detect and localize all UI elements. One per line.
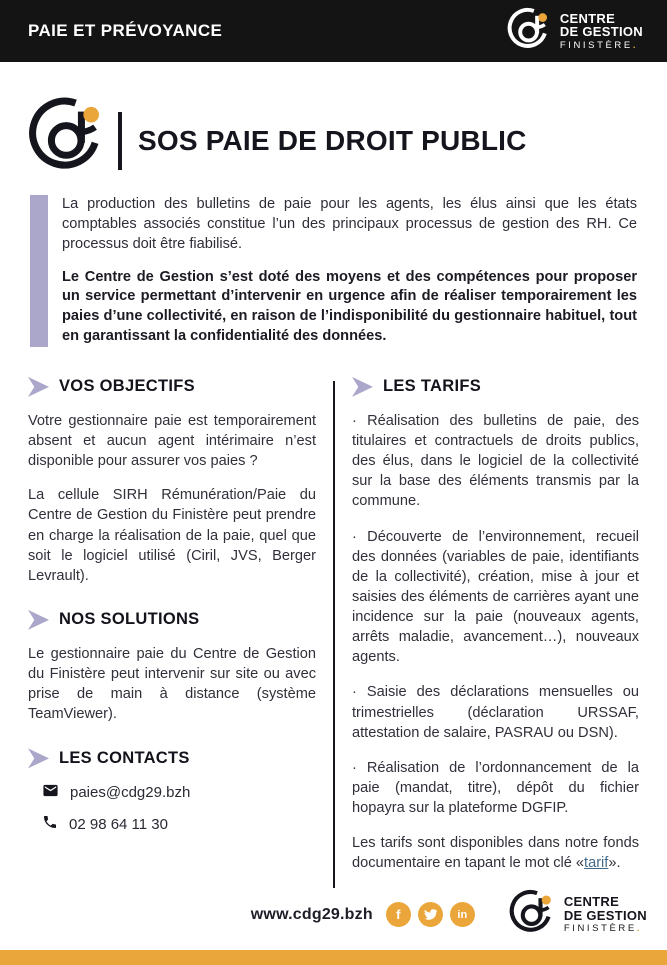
cdg-logo-wordmark: CENTRE DE GESTION FINISTÈRE. (559, 10, 643, 51)
tarifs-bullet-2: · Découverte de l’environnement, recueil des données (variables de paie, identifiants de la collectivité), création, mise à jour et saisies des éléments de carrières ayant une incidence sur la paie (nouveaux agents, arrêts maladie, avancement…), nouveaux agents. (352, 528, 639, 666)
section-tarifs-heading: LES TARIFS (352, 377, 639, 397)
linkedin-icon[interactable]: in (450, 902, 475, 927)
contact-email-link[interactable]: paies@cdg29.bzh (70, 784, 191, 802)
section-objectifs-heading: VOS OBJECTIFS (28, 377, 316, 397)
twitter-icon[interactable] (418, 902, 443, 927)
contact-email-row (42, 782, 316, 803)
content-columns (28, 377, 639, 889)
section-contacts-heading: LES CONTACTS (28, 748, 316, 768)
objectifs-paragraph-1: Votre gestionnaire paie est temporairement absent et aucun agent intérimaire n’est disponible pour assurer vos paies ? (28, 412, 316, 470)
contacts-list (42, 782, 316, 834)
tarifs-bullet-3: · Saisie des déclarations mensuelles ou trimestrielles (déclaration URSSAF, attestation de salaire, PASRAU ou DSN). (352, 684, 639, 741)
solutions-paragraph: Le gestionnaire paie du Centre de Gestion du Finistère peut intervenir sur site ou avec prise de main à distance (système TeamViewer). (28, 645, 316, 723)
social-icons (386, 902, 475, 927)
contact-phone-row (42, 814, 316, 834)
facebook-icon[interactable]: f (386, 902, 411, 927)
cdg-logo-mark-icon (509, 889, 555, 940)
website-link[interactable]: www.cdg29.bzh (250, 905, 373, 923)
column-divider (333, 381, 335, 889)
cdg-logo-wordmark: CENTRE DE GESTION FINISTÈRE. (563, 894, 647, 935)
title-divider (118, 112, 122, 170)
left-column (28, 377, 316, 889)
cdg-logo-mark-icon (507, 7, 551, 56)
page-title: SOS PAIE DE DROIT PUBLIC (138, 124, 527, 156)
section-solutions-heading: NOS SOLUTIONS (28, 610, 316, 630)
intro-paragraph-2: Le Centre de Gestion s’est doté des moyens et des compétences pour proposer un service permettant d’intervenir en urgence afin de réaliser temporairement les paies d’une collectivité, en raison de l’indisponibilité du gestionnaire habituel, tout en garantissant la confidentialité des données. (62, 268, 637, 345)
objectifs-paragraph-2: La cellule SIRH Rémunération/Paie du Centre de Gestion du Finistère peut prendre en charge la réalisation de la paie, quel que soit le logiciel utilisé (Ciril, JVS, Berger Levrault). (28, 487, 316, 584)
intro-paragraph-1: La production des bulletins de paie pour les agents, les élus ainsi que les états comptables associés constitue l’un des principaux processus de gestion des RH. Ce processus doit être fiabilisé. (62, 196, 637, 252)
document-title-block (28, 96, 639, 179)
footer (0, 889, 667, 950)
intro-accent-bar (30, 195, 48, 347)
bottom-accent-strip (0, 950, 667, 965)
right-column (352, 377, 639, 889)
chevron-arrow-icon (28, 377, 49, 397)
page-category-title: PAIE ET PRÉVOYANCE (28, 21, 223, 40)
contact-phone-number[interactable]: 02 98 64 11 30 (69, 815, 168, 833)
chevron-arrow-icon (352, 377, 373, 397)
cdg-header-logo (507, 7, 643, 56)
phone-icon (42, 814, 58, 834)
intro-block (30, 195, 637, 347)
brand-orange-dot: . (632, 39, 639, 51)
tarif-link[interactable]: tarif (584, 855, 609, 872)
tarifs-bullet-1: · Réalisation des bulletins de paie, des titulaires et contractuels de droits publics, des élus, dans le logiciel de la collectivité sur la base des éléments transmis par la commune. (352, 412, 639, 510)
envelope-icon (42, 782, 59, 803)
brand-orange-dot: . (636, 923, 643, 935)
tarifs-note: Les tarifs sont disponibles dans notre fonds documentaire en tapant le mot clé «tarif». (352, 835, 639, 872)
tarifs-bullet-4: · Réalisation de l’ordonnancement de la paie (mandat, titre), dépôt du fichier hopayra sur la plateforme DGFIP. (352, 759, 639, 817)
chevron-arrow-icon (28, 610, 49, 630)
cdg-footer-logo (509, 889, 647, 940)
top-header-bar (0, 0, 667, 62)
chevron-arrow-icon (28, 748, 49, 768)
cdg-logo-mark-icon (28, 96, 106, 179)
intro-text (62, 195, 637, 347)
